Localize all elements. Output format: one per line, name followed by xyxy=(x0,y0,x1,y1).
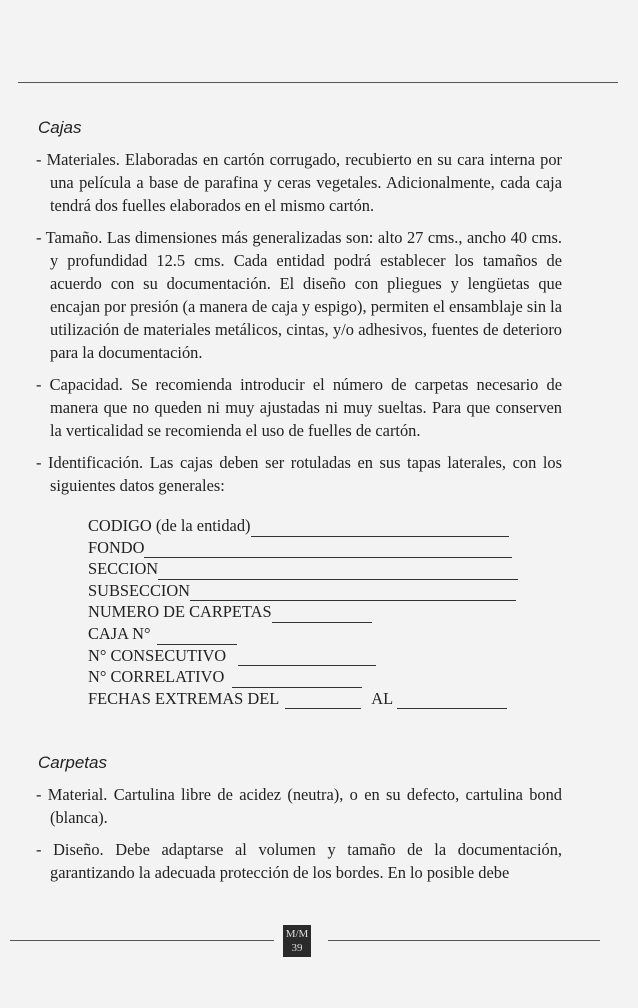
item-materiales: - Materiales. Elaboradas en cartón corrugado, recubierto en su cara interna por una película a base de parafina y ceras vegetales. Adicionalmente, cada caja tendrá dos fuelles elaborados en el mismo cartón. xyxy=(36,150,562,215)
item-capacidad: - Capacidad. Se recomienda introducir el número de carpetas necesario de manera que no queden ni muy ajustadas ni muy sueltas. Para que conserven la verticalidad se recomienda el uso de fuelles de cartón. xyxy=(36,375,562,440)
form-row-numero-carpetas xyxy=(88,601,562,623)
form-blank xyxy=(232,672,362,688)
top-rule xyxy=(18,82,618,83)
page-number-badge xyxy=(283,925,311,957)
form-row-caja xyxy=(88,623,562,645)
form-label: SECCION xyxy=(88,559,159,579)
label-form xyxy=(88,515,562,709)
form-row-codigo xyxy=(88,515,562,537)
form-blank xyxy=(157,629,237,645)
section-title-cajas: Cajas xyxy=(38,118,82,137)
form-label: FONDO xyxy=(88,537,145,557)
form-blank xyxy=(285,693,361,709)
form-row-seccion xyxy=(88,558,562,580)
document-page xyxy=(36,118,562,893)
form-label: N° CONSECUTIVO xyxy=(88,645,227,665)
form-label: SUBSECCION xyxy=(88,580,191,600)
form-label: NUMERO DE CARPETAS xyxy=(88,602,272,622)
form-blank xyxy=(238,650,376,666)
section-title-carpetas: Carpetas xyxy=(38,753,107,773)
form-blank xyxy=(251,521,509,537)
form-label: CODIGO (de la entidad) xyxy=(88,516,251,535)
footer-rule-right xyxy=(328,940,600,941)
form-label: CAJA N° xyxy=(88,623,151,643)
form-row-correlativo xyxy=(88,666,562,688)
item-tamano: - Tamaño. Las dimensiones más generalizadas son: alto 27 cms., ancho 40 cms. y profundidad 12.5 cms. Cada entidad podrá establecer los tamaños de acuerdo con su documentación. El diseño con pliegues y lengüetas que encajan por presión (a manera de caja y espigo), permiten el ensamblaje sin la utilización de materiales metálicos, cintas, y/o adhesivos, fuentes de deterioro para la documentación. xyxy=(36,228,562,362)
form-blank xyxy=(397,693,507,709)
form-row-consecutivo xyxy=(88,645,562,667)
form-label: FECHAS EXTREMAS DEL xyxy=(88,688,280,708)
badge-logo: M/M xyxy=(285,928,309,940)
form-row-fechas xyxy=(88,688,562,710)
item-diseno: - Diseño. Debe adaptarse al volumen y tamaño de la documentación, garantizando la adecuada protección de los bordes. En lo posible debe xyxy=(36,840,562,883)
form-row-fondo xyxy=(88,537,562,559)
form-row-subseccion xyxy=(88,580,562,602)
form-blank xyxy=(190,585,516,601)
form-label: N° CORRELATIVO xyxy=(88,667,225,687)
form-blank xyxy=(158,564,518,580)
item-material: - Material. Cartulina libre de acidez (neutra), o en su defecto, cartulina bond (blanca). xyxy=(36,785,562,828)
item-identificacion: - Identificación. Las cajas deben ser rotuladas en sus tapas laterales, con los siguientes datos generales: xyxy=(36,453,562,495)
form-blank xyxy=(272,607,372,623)
footer-rule-left xyxy=(10,940,274,941)
page-number: 39 xyxy=(291,942,303,954)
form-blank xyxy=(144,542,512,558)
form-label-al: AL xyxy=(371,688,394,708)
